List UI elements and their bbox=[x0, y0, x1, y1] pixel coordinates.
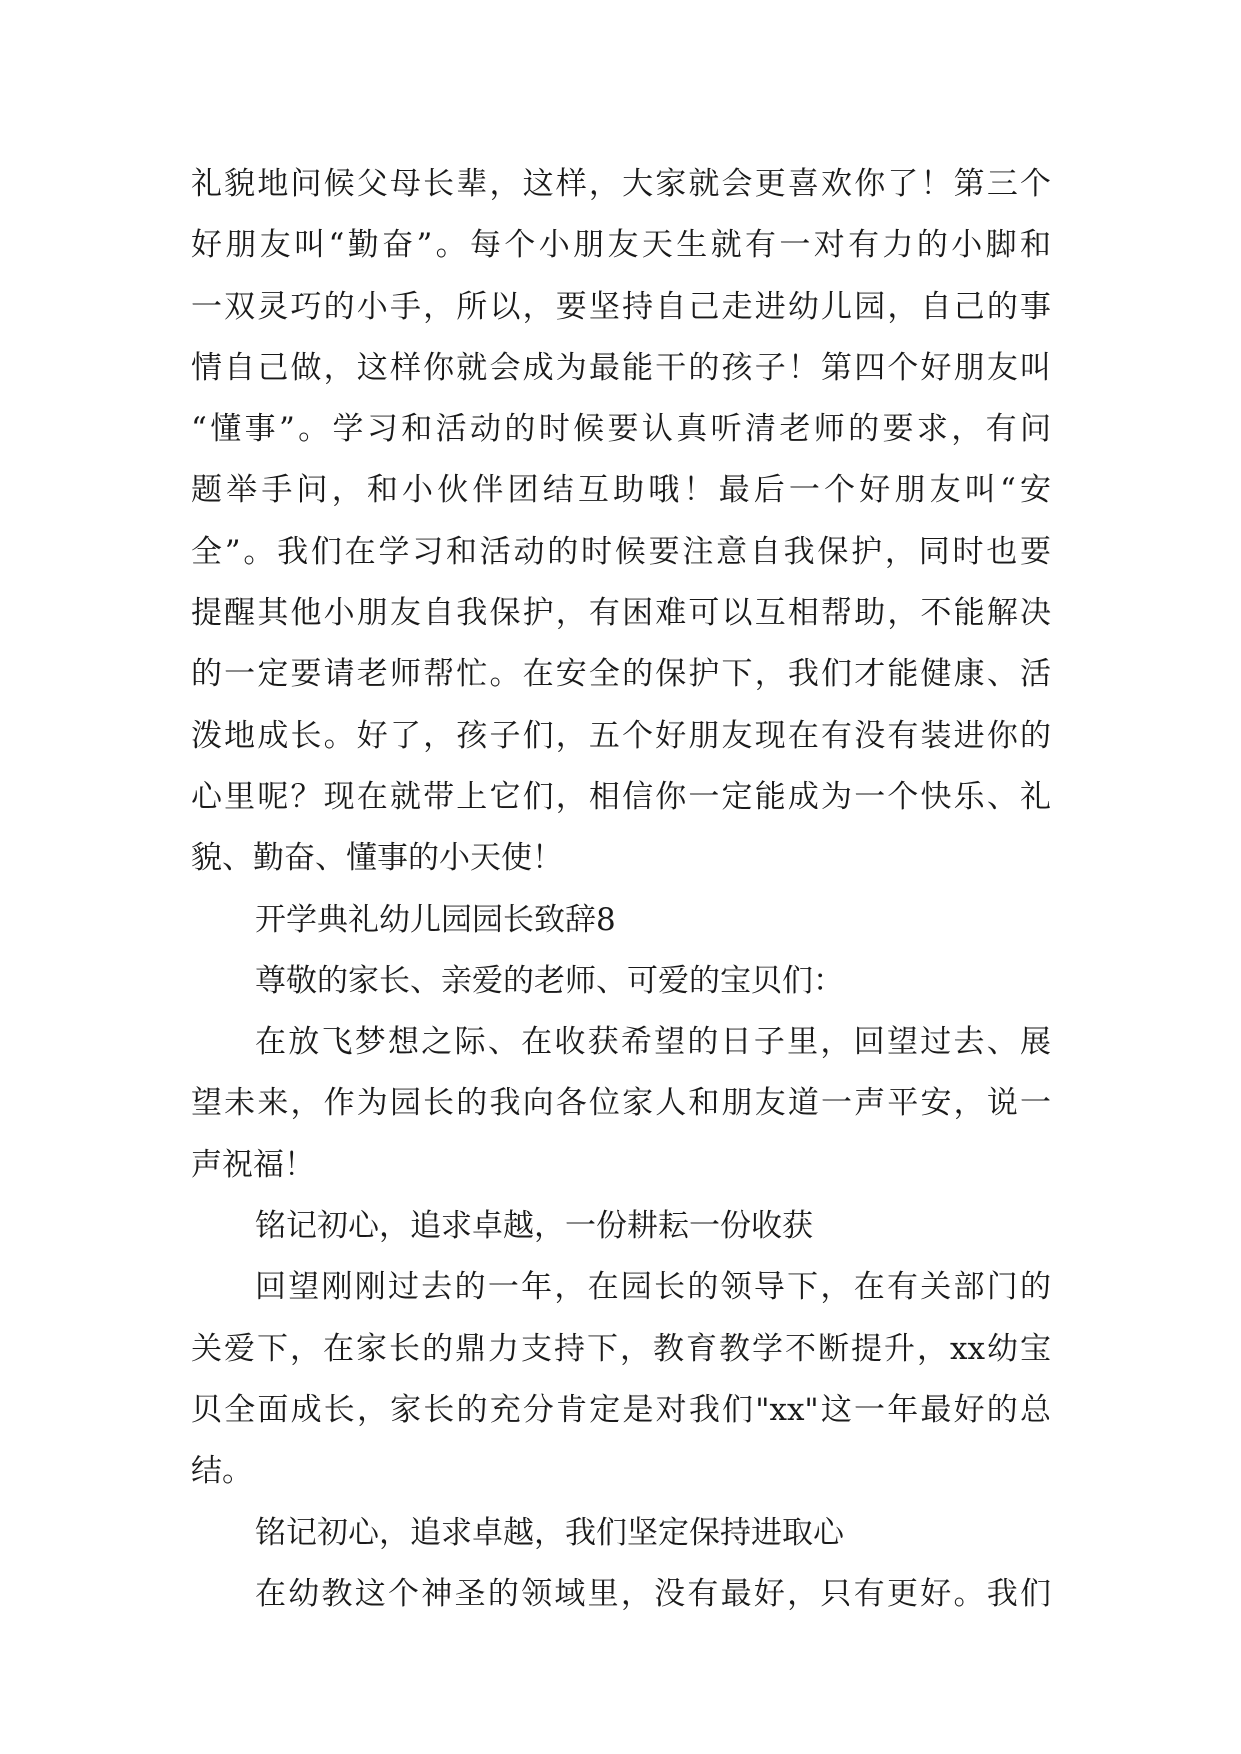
subheading: 铭记初心，追求卓越，一份耕耘一份收获 bbox=[255, 1208, 813, 1245]
text-line: 在幼教这个神圣的领域里，没有最好，只有更好。我们 bbox=[255, 1575, 1051, 1612]
text-line: 在放飞梦想之际、在收获希望的日子里，回望过去、展 bbox=[255, 1024, 1051, 1061]
text-line: 关爱下，在家长的鼎力支持下，教育教学不断提升，xx幼宝 bbox=[191, 1330, 1051, 1367]
text-line: 声祝福！ bbox=[191, 1146, 315, 1183]
text-line: 结。 bbox=[191, 1453, 253, 1490]
text-line: 贝全面成长，家长的充分肯定是对我们"xx"这一年最好的总 bbox=[191, 1391, 1051, 1428]
text-line: 回望刚刚过去的一年，在园长的领导下，在有关部门的 bbox=[255, 1269, 1051, 1306]
text-line: 题举手问，和小伙伴团结互助哦！最后一个好朋友叫“安 bbox=[191, 472, 1051, 509]
subheading: 铭记初心，追求卓越，我们坚定保持进取心 bbox=[255, 1514, 844, 1551]
text-line: 的一定要请老师帮忙。在安全的保护下，我们才能健康、活 bbox=[191, 656, 1051, 693]
text-line: “懂事”。学习和活动的时候要认真听清老师的要求，有问 bbox=[191, 411, 1051, 448]
text-line: 心里呢？现在就带上它们，相信你一定能成为一个快乐、礼 bbox=[191, 778, 1051, 815]
text-line: 好朋友叫“勤奋”。每个小朋友天生就有一对有力的小脚和 bbox=[191, 227, 1051, 264]
text-line: 一双灵巧的小手，所以，要坚持自己走进幼儿园，自己的事 bbox=[191, 288, 1051, 325]
document-body bbox=[191, 154, 1051, 1625]
salutation: 尊敬的家长、亲爱的老师、可爱的宝贝们： bbox=[255, 962, 844, 999]
text-line: 全”。我们在学习和活动的时候要注意自我保护，同时也要 bbox=[191, 533, 1051, 570]
text-line: 礼貌地问候父母长辈，这样，大家就会更喜欢你了！第三个 bbox=[191, 166, 1051, 202]
text-line: 望未来，作为园长的我向各位家人和朋友道一声平安，说一 bbox=[191, 1085, 1051, 1122]
text-line: 情自己做，这样你就会成为最能干的孩子！第四个好朋友叫 bbox=[191, 349, 1051, 386]
text-line: 泼地成长。好了，孩子们，五个好朋友现在有没有装进你的 bbox=[191, 717, 1051, 754]
text-line: 提醒其他小朋友自我保护，有困难可以互相帮助，不能解决 bbox=[191, 595, 1051, 632]
section-heading: 开学典礼幼儿园园长致辞8 bbox=[255, 901, 616, 938]
text-line: 貌、勤奋、懂事的小天使！ bbox=[191, 840, 563, 877]
